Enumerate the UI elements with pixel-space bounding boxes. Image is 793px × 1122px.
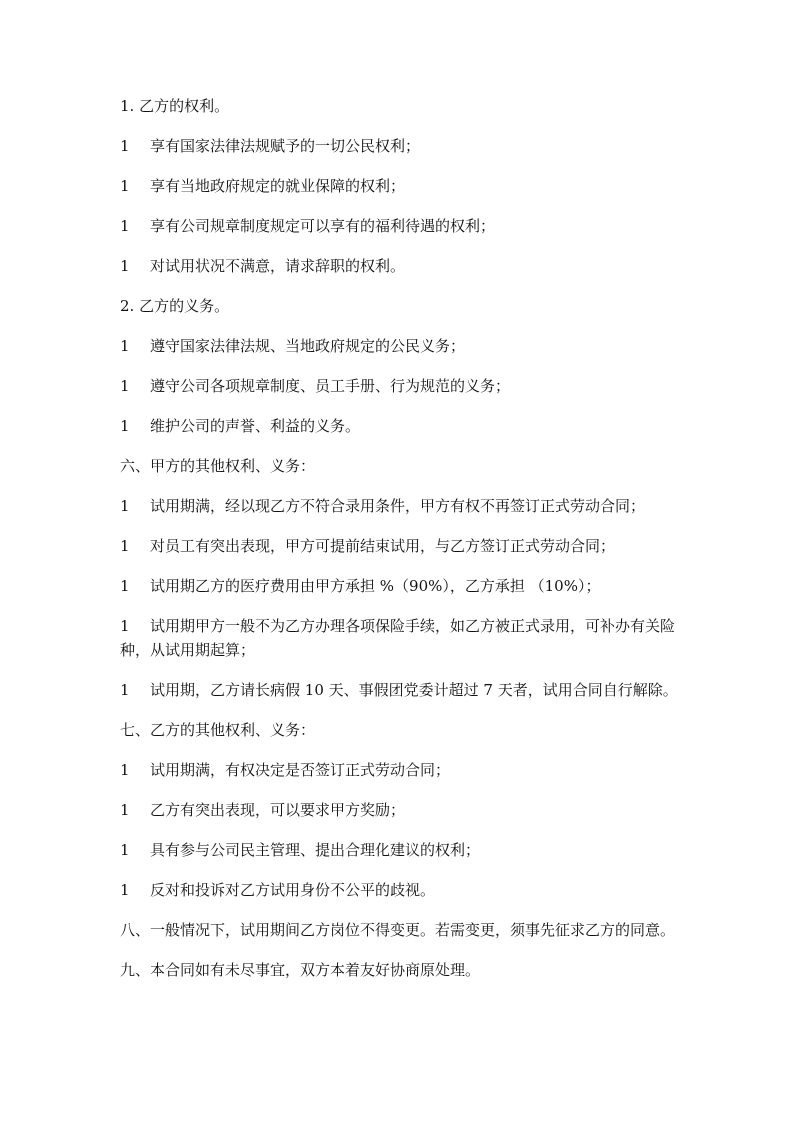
paragraph-text: 试用期乙方的医疗费用由甲方承担 %（90%），乙方承担 （10%）； (150, 577, 601, 595)
bullet-marker: 1 (120, 217, 130, 235)
paragraph-heading-duties (120, 294, 680, 318)
paragraph-text: 享有国家法律法规赋予的一切公民权利； (150, 137, 421, 155)
bullet-marker: 1 (120, 257, 130, 275)
paragraph-text: 乙方有突出表现，可以要求甲方奖励； (150, 801, 406, 819)
paragraph-bullet (120, 254, 680, 278)
section-heading-eight (120, 918, 680, 942)
paragraph-bullet (120, 494, 680, 518)
paragraph-text: 享有公司规章制度规定可以享有的福利待遇的权利； (150, 217, 496, 235)
paragraph-text: 乙方的权利。 (139, 97, 230, 115)
paragraph-text: 八、一般情况下，试用期间乙方岗位不得变更。若需变更，须事先征求乙方的同意。 (120, 921, 676, 939)
paragraph-bullet (120, 374, 680, 398)
document-page (120, 94, 680, 998)
bullet-marker: 1 (120, 377, 130, 395)
paragraph-text: 七、乙方的其他权利、义务： (120, 721, 316, 739)
bullet-marker: 1 (120, 497, 130, 515)
paragraph-text: 九、本合同如有未尽事宜，双方本着友好协商原处理。 (120, 961, 481, 979)
paragraph-text: 遵守公司各项规章制度、员工手册、行为规范的义务； (150, 377, 511, 395)
paragraph-bullet (120, 534, 680, 558)
section-heading-seven (120, 718, 680, 742)
paragraph-text: 对试用状况不满意，请求辞职的权利。 (150, 257, 406, 275)
paragraph-text: 试用期满，经以现乙方不符合录用条件，甲方有权不再签订正式劳动合同； (150, 497, 646, 515)
paragraph-text: 乙方的义务。 (139, 297, 230, 315)
paragraph-bullet (120, 614, 680, 662)
bullet-marker: 1 (120, 137, 130, 155)
section-heading-nine (120, 958, 680, 982)
paragraph-bullet (120, 214, 680, 238)
bullet-marker: 1 (120, 681, 130, 699)
paragraph-bullet (120, 414, 680, 438)
paragraph-bullet (120, 574, 680, 598)
paragraph-text: 试用期，乙方请长病假 10 天、事假团党委计超过 7 天者，试用合同自行解除。 (150, 681, 678, 699)
paragraph-heading-rights (120, 94, 680, 118)
paragraph-bullet (120, 174, 680, 198)
paragraph-bullet (120, 798, 680, 822)
paragraph-text: 遵守国家法律法规、当地政府规定的公民义务； (150, 337, 466, 355)
paragraph-bullet (120, 134, 680, 158)
bullet-marker: 1 (120, 881, 130, 899)
bullet-marker: 1 (120, 337, 130, 355)
paragraph-text: 具有参与公司民主管理、提出合理化建议的权利； (150, 841, 481, 859)
paragraph-bullet (120, 838, 680, 862)
bullet-marker: 1 (120, 577, 130, 595)
paragraph-bullet (120, 758, 680, 782)
bullet-marker: 1 (120, 177, 130, 195)
bullet-marker: 1 (120, 761, 130, 779)
section-heading-six (120, 454, 680, 478)
paragraph-text: 享有当地政府规定的就业保障的权利； (150, 177, 406, 195)
bullet-marker: 1 (120, 537, 130, 555)
paragraph-text: 试用期满，有权决定是否签订正式劳动合同； (150, 761, 451, 779)
bullet-marker: 1 (120, 617, 130, 635)
paragraph-marker: 1. (120, 97, 135, 115)
paragraph-bullet (120, 334, 680, 358)
paragraph-marker: 2. (120, 297, 135, 315)
paragraph-bullet (120, 678, 680, 702)
paragraph-text: 对员工有突出表现，甲方可提前结束试用，与乙方签订正式劳动合同； (150, 537, 616, 555)
paragraph-text: 试用期甲方一般不为乙方办理各项保险手续，如乙方被正式录用，可补办有关险种，从试用期起算； (120, 617, 676, 659)
bullet-marker: 1 (120, 841, 130, 859)
bullet-marker: 1 (120, 417, 130, 435)
paragraph-text: 六、甲方的其他权利、义务： (120, 457, 316, 475)
bullet-marker: 1 (120, 801, 130, 819)
paragraph-text: 维护公司的声誉、利益的义务。 (150, 417, 361, 435)
paragraph-text: 反对和投诉对乙方试用身份不公平的歧视。 (150, 881, 436, 899)
paragraph-bullet (120, 878, 680, 902)
